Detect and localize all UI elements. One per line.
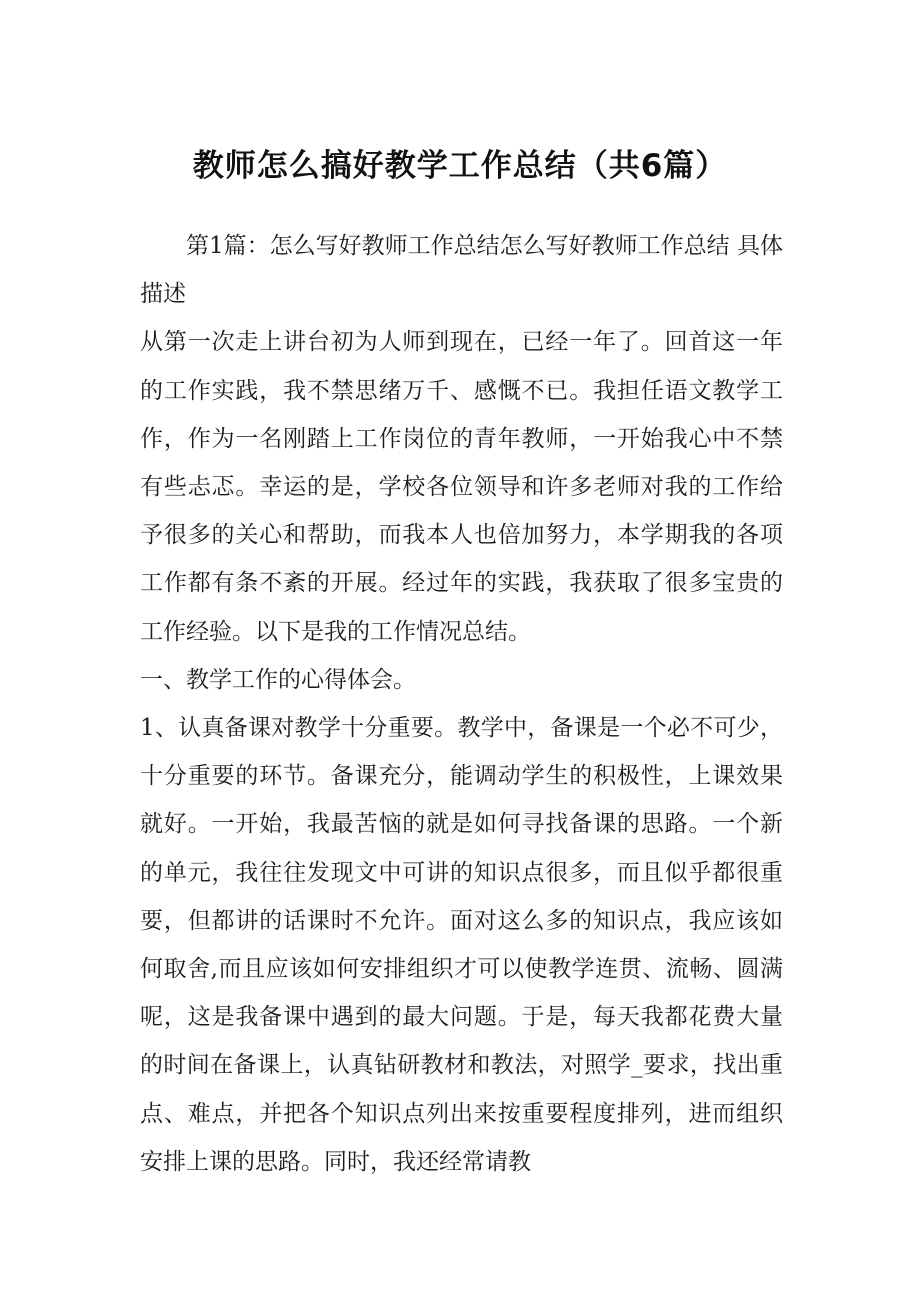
body-paragraph: 从第一次走上讲台初为人师到现在，已经一年了。回首这一年的工作实践，我不禁思绪万千、感慨不已。我担任语文教学工作，作为一名刚踏上工作岗位的青年教师，一开始我心中不禁有些忐忑。幸运的是，学校各位领导和许多老师对我的工作给予很多的关心和帮助，而我本人也倍加努力，本学期我的各项工作都有条不紊的开展。经过年的实践，我获取了很多宝贵的工作经验。以下是我的工作情况总结。 (140, 329, 783, 645)
body-paragraph: 1、认真备课对教学十分重要。教学中，备课是一个必不可少，十分重要的环节。备课充分，能调动学生的积极性，上课效果就好。一开始，我最苦恼的就是如何寻找备课的思路。一个新的单元，我往往发现文中可讲的知识点很多，而且似乎都很重要，但都讲的话课时不允许。面对这么多的知识点，我应该如何取舍,而且应该如何安排组织才可以使教学连贯、流畅、圆满呢，这是我备课中遇到的最大问题。于是，每天我都花费大量的时间在备课上，认真钻研教材和教法，对照学_要求，找出重点、难点，并把各个知识点列出来按重要程度排列，进而组织安排上课的思路。同时，我还经常请教 (140, 715, 783, 1175)
section-heading: 一、教学工作的心得体会。 (140, 666, 416, 693)
document-body (140, 222, 783, 1186)
document-title: 教师怎么搞好教学工作总结（共6篇） (192, 148, 728, 184)
section-subtitle: 第1篇：怎么写好教师工作总结怎么写好教师工作总结 具体描述 (140, 233, 783, 308)
